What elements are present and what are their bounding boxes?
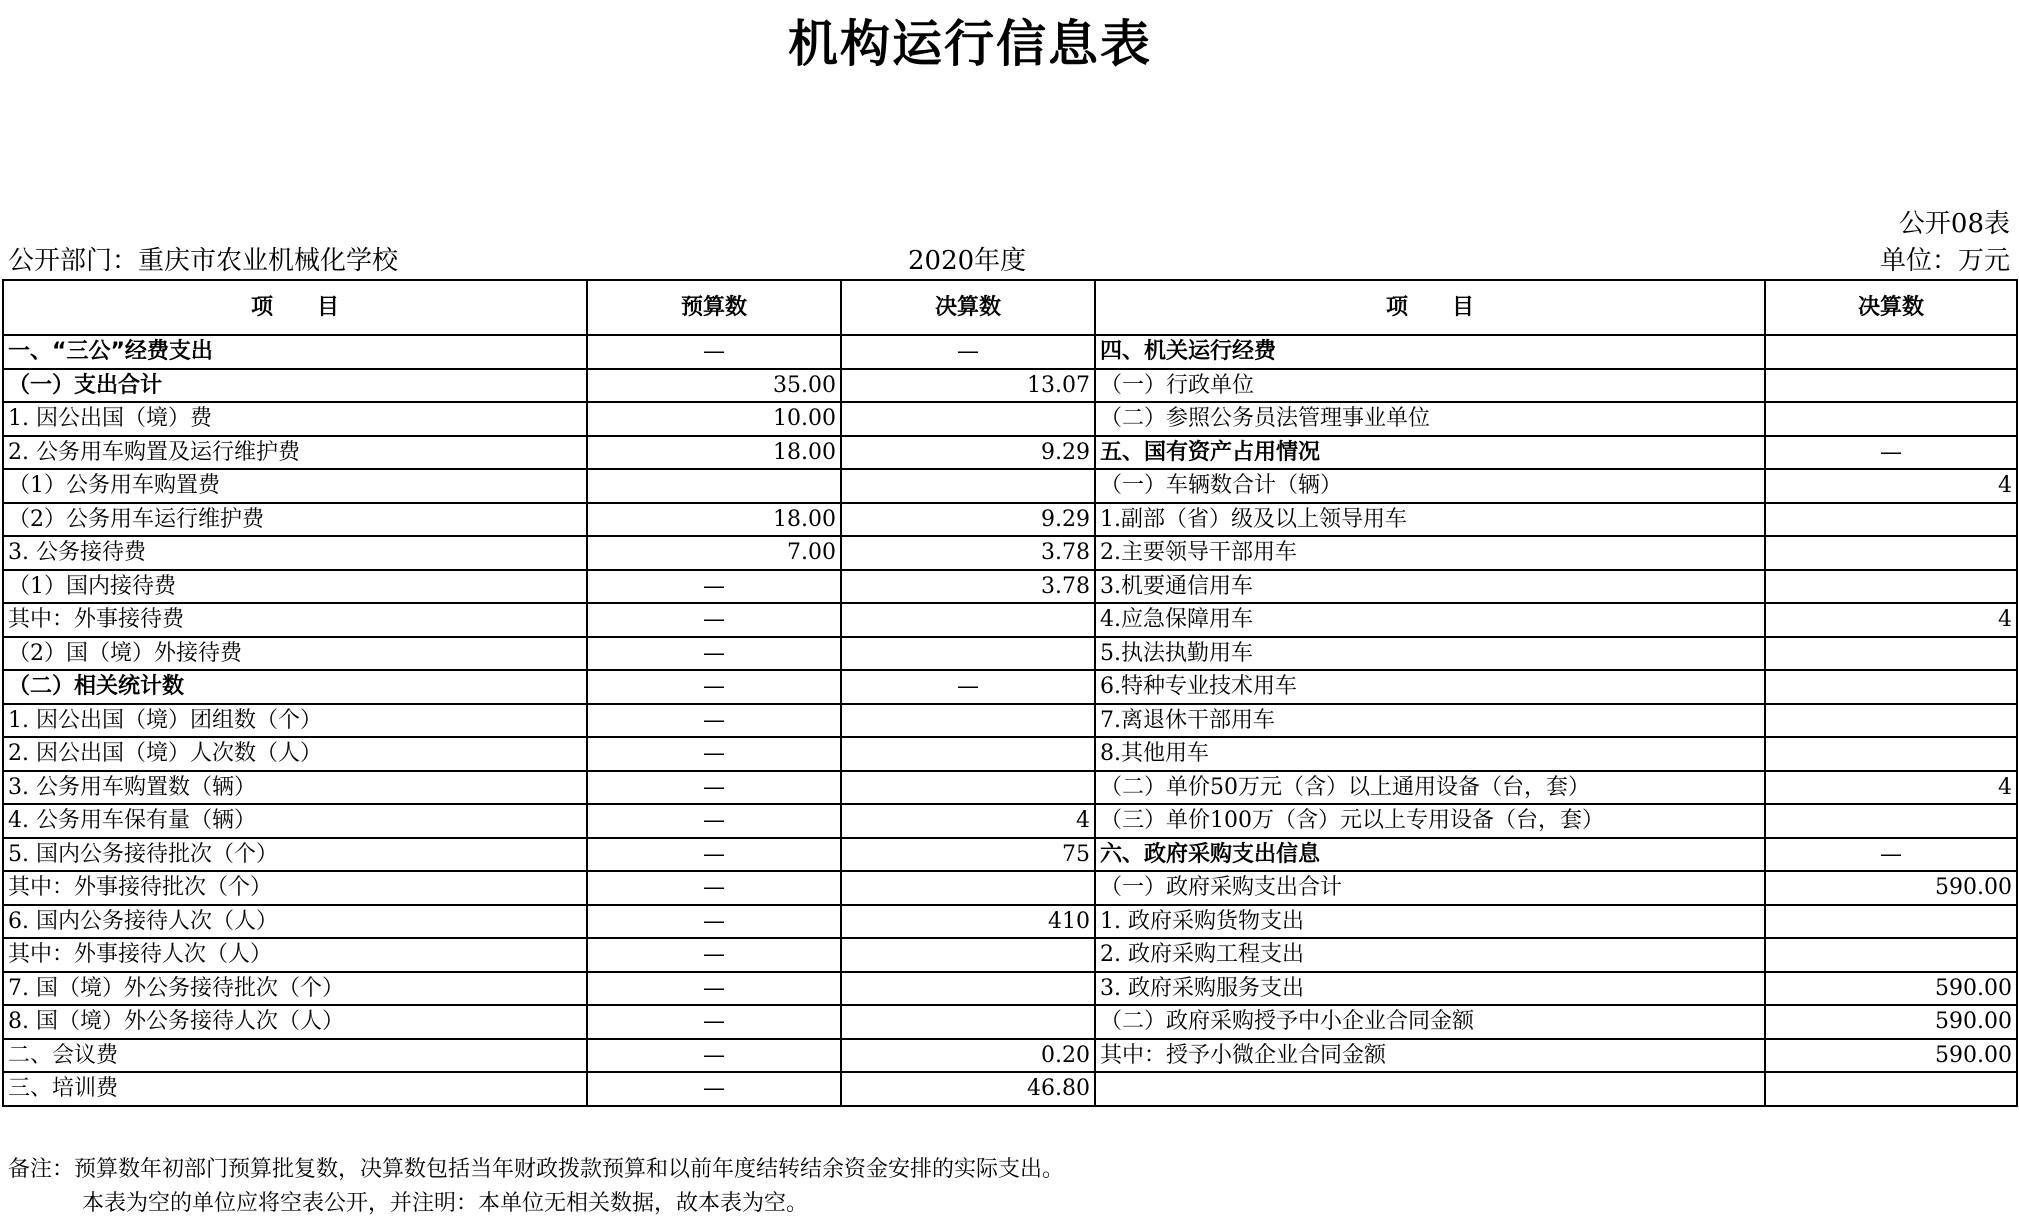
item-right: （三）单价100万（含）元以上专用设备（台，套） — [1095, 804, 1765, 838]
item-left: （一）支出合计 — [3, 369, 587, 403]
unit-label: 单位：万元 — [1879, 246, 2010, 276]
final-cell — [841, 402, 1095, 436]
item-left: 4. 公务用车保有量（辆） — [3, 804, 587, 838]
final-right-cell — [1765, 637, 2017, 671]
item-right: 四、机关运行经费 — [1095, 335, 1765, 369]
item-left: 3. 公务用车购置数（辆） — [3, 771, 587, 805]
budget-cell: — — [587, 570, 841, 604]
table-row — [3, 503, 2017, 537]
final-right-cell: 590.00 — [1765, 871, 2017, 905]
footnote: 备注：预算数年初部门预算批复数，决算数包括当年财政拨款预算和以前年度结转结余资金安排的实际支出。 — [8, 1157, 1065, 1182]
item-left: 其中：外事接待批次（个） — [3, 871, 587, 905]
table-row — [3, 838, 2017, 872]
budget-cell: — — [587, 938, 841, 972]
budget-cell: — — [587, 603, 841, 637]
item-right: （一）政府采购支出合计 — [1095, 871, 1765, 905]
item-right: 1.副部（省）级及以上领导用车 — [1095, 503, 1765, 537]
final-right-cell: 590.00 — [1765, 1039, 2017, 1073]
table-row — [3, 469, 2017, 503]
table-row — [3, 402, 2017, 436]
budget-cell: 10.00 — [587, 402, 841, 436]
item-left: 2. 因公出国（境）人次数（人） — [3, 737, 587, 771]
table-row — [3, 436, 2017, 470]
final-cell: 3.78 — [841, 536, 1095, 570]
final-cell: 13.07 — [841, 369, 1095, 403]
budget-cell: — — [587, 838, 841, 872]
final-right-cell: 590.00 — [1765, 1005, 2017, 1039]
item-left: （1）公务用车购置费 — [3, 469, 587, 503]
final-right-cell: — — [1765, 838, 2017, 872]
header-final-right: 决算数 — [1765, 280, 2017, 335]
item-right: （二）参照公务员法管理事业单位 — [1095, 402, 1765, 436]
final-cell — [841, 938, 1095, 972]
item-left: （二）相关统计数 — [3, 670, 587, 704]
budget-cell: 18.00 — [587, 503, 841, 537]
final-right-cell: 4 — [1765, 469, 2017, 503]
table-row — [3, 570, 2017, 604]
final-right-cell — [1765, 938, 2017, 972]
final-right-cell — [1765, 704, 2017, 738]
budget-cell: 35.00 — [587, 369, 841, 403]
final-cell — [841, 1005, 1095, 1039]
final-cell: 46.80 — [841, 1072, 1095, 1106]
final-cell: 4 — [841, 804, 1095, 838]
table-row — [3, 905, 2017, 939]
final-right-cell: 590.00 — [1765, 972, 2017, 1006]
final-right-cell — [1765, 804, 2017, 838]
final-right-cell — [1765, 570, 2017, 604]
header-budget: 预算数 — [587, 280, 841, 335]
footnote: 本表为空的单位应将空表公开，并注明：本单位无相关数据，故本表为空。 — [82, 1191, 809, 1216]
budget-cell: — — [587, 704, 841, 738]
table-row — [3, 1072, 2017, 1106]
item-right: 3. 政府采购服务支出 — [1095, 972, 1765, 1006]
department-label: 公开部门：重庆市农业机械化学校 — [8, 246, 399, 276]
item-right: 3.机要通信用车 — [1095, 570, 1765, 604]
item-left: （2）国（境）外接待费 — [3, 637, 587, 671]
final-right-cell — [1765, 402, 2017, 436]
item-left: 2. 公务用车购置及运行维护费 — [3, 436, 587, 470]
final-cell: 410 — [841, 905, 1095, 939]
budget-cell: — — [587, 1005, 841, 1039]
item-left: 3. 公务接待费 — [3, 536, 587, 570]
final-cell — [841, 637, 1095, 671]
final-right-cell: 4 — [1765, 771, 2017, 805]
final-cell — [841, 469, 1095, 503]
info-table — [2, 279, 2018, 1107]
item-left: 6. 国内公务接待人次（人） — [3, 905, 587, 939]
table-row — [3, 938, 2017, 972]
final-cell — [841, 771, 1095, 805]
item-left: （1）国内接待费 — [3, 570, 587, 604]
item-right: 8.其他用车 — [1095, 737, 1765, 771]
budget-cell: — — [587, 1039, 841, 1073]
header-item-left: 项 目 — [3, 280, 587, 335]
budget-cell: 18.00 — [587, 436, 841, 470]
budget-cell: — — [587, 871, 841, 905]
table-row — [3, 771, 2017, 805]
table-row — [3, 670, 2017, 704]
budget-cell: — — [587, 737, 841, 771]
final-cell — [841, 972, 1095, 1006]
item-left: 其中：外事接待费 — [3, 603, 587, 637]
item-left: 三、培训费 — [3, 1072, 587, 1106]
item-left: 1. 因公出国（境）费 — [3, 402, 587, 436]
final-right-cell — [1765, 503, 2017, 537]
item-right: 2. 政府采购工程支出 — [1095, 938, 1765, 972]
table-row — [3, 972, 2017, 1006]
item-right — [1095, 1072, 1765, 1106]
final-cell: 3.78 — [841, 570, 1095, 604]
item-right: （二）单价50万元（含）以上通用设备（台，套） — [1095, 771, 1765, 805]
final-cell: 9.29 — [841, 503, 1095, 537]
final-cell: 0.20 — [841, 1039, 1095, 1073]
table-row — [3, 536, 2017, 570]
final-right-cell — [1765, 369, 2017, 403]
final-right-cell — [1765, 1072, 2017, 1106]
final-cell: 75 — [841, 838, 1095, 872]
budget-cell: — — [587, 670, 841, 704]
item-right: 6.特种专业技术用车 — [1095, 670, 1765, 704]
item-right: （一）车辆数合计（辆） — [1095, 469, 1765, 503]
final-right-cell — [1765, 670, 2017, 704]
page-title: 机构运行信息表 — [788, 15, 1152, 73]
final-cell — [841, 737, 1095, 771]
header-final-left: 决算数 — [841, 280, 1095, 335]
fiscal-year: 2020年度 — [908, 246, 1027, 276]
final-cell: — — [841, 670, 1095, 704]
table-row — [3, 871, 2017, 905]
item-right: 4.应急保障用车 — [1095, 603, 1765, 637]
budget-cell: 7.00 — [587, 536, 841, 570]
final-right-cell — [1765, 905, 2017, 939]
budget-cell: — — [587, 804, 841, 838]
item-right: 1. 政府采购货物支出 — [1095, 905, 1765, 939]
final-right-cell: 4 — [1765, 603, 2017, 637]
item-right: 2.主要领导干部用车 — [1095, 536, 1765, 570]
item-left: 二、会议费 — [3, 1039, 587, 1073]
item-right: （二）政府采购授予中小企业合同金额 — [1095, 1005, 1765, 1039]
item-left: 8. 国（境）外公务接待人次（人） — [3, 1005, 587, 1039]
item-left: 5. 国内公务接待批次（个） — [3, 838, 587, 872]
table-row — [3, 1005, 2017, 1039]
item-left: 其中：外事接待人次（人） — [3, 938, 587, 972]
budget-cell: — — [587, 1072, 841, 1106]
final-cell — [841, 871, 1095, 905]
table-header-row — [3, 280, 2017, 335]
item-right: 六、政府采购支出信息 — [1095, 838, 1765, 872]
final-right-cell — [1765, 536, 2017, 570]
final-cell: 9.29 — [841, 436, 1095, 470]
item-left: 1. 因公出国（境）团组数（个） — [3, 704, 587, 738]
table-row — [3, 369, 2017, 403]
item-right: 五、国有资产占用情况 — [1095, 436, 1765, 470]
budget-cell: — — [587, 335, 841, 369]
table-row — [3, 637, 2017, 671]
item-left: 一、“三公”经费支出 — [3, 335, 587, 369]
table-row — [3, 737, 2017, 771]
final-right-cell: — — [1765, 436, 2017, 470]
final-right-cell — [1765, 335, 2017, 369]
table-row — [3, 603, 2017, 637]
item-right: 其中：授予小微企业合同金额 — [1095, 1039, 1765, 1073]
item-right: 5.执法执勤用车 — [1095, 637, 1765, 671]
final-cell — [841, 704, 1095, 738]
budget-cell — [587, 469, 841, 503]
item-right: （一）行政单位 — [1095, 369, 1765, 403]
table-row — [3, 704, 2017, 738]
header-item-right: 项 目 — [1095, 280, 1765, 335]
item-left: 7. 国（境）外公务接待批次（个） — [3, 972, 587, 1006]
budget-cell: — — [587, 972, 841, 1006]
final-cell: — — [841, 335, 1095, 369]
budget-cell: — — [587, 637, 841, 671]
table-row — [3, 335, 2017, 369]
budget-cell: — — [587, 771, 841, 805]
final-cell — [841, 603, 1095, 637]
item-right: 7.离退休干部用车 — [1095, 704, 1765, 738]
item-left: （2）公务用车运行维护费 — [3, 503, 587, 537]
table-row — [3, 1039, 2017, 1073]
final-right-cell — [1765, 737, 2017, 771]
form-number: 公开08表 — [1898, 209, 2010, 239]
budget-cell: — — [587, 905, 841, 939]
table-row — [3, 804, 2017, 838]
